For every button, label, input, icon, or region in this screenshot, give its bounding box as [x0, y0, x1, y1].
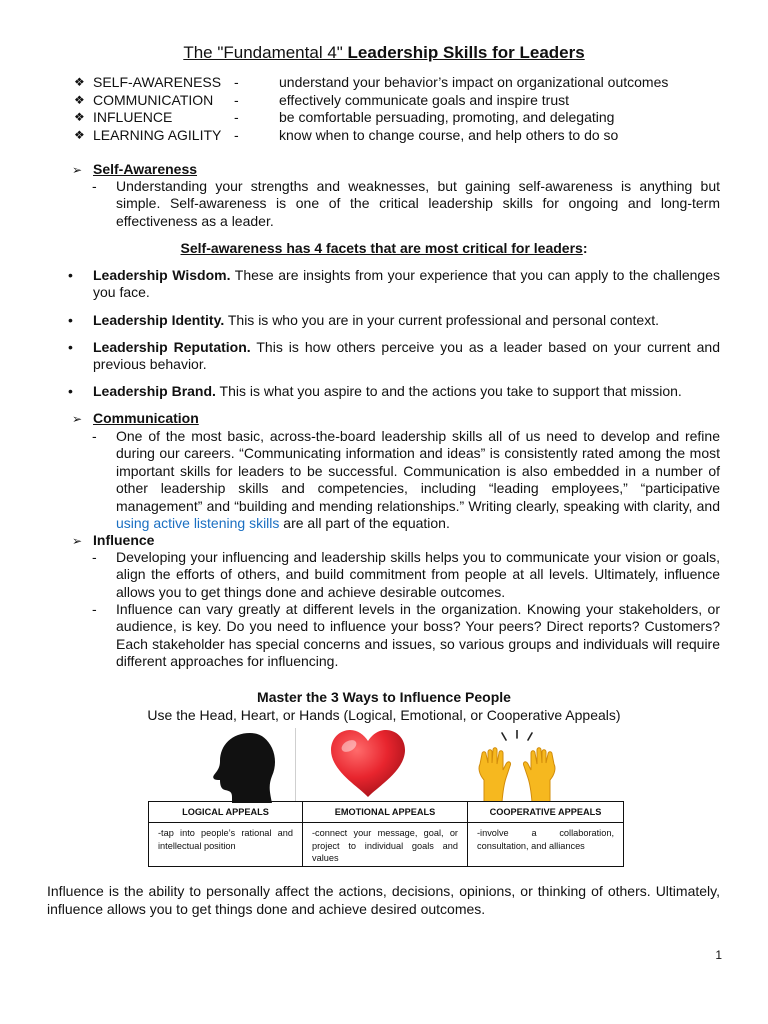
- head-silhouette-icon: [210, 731, 282, 803]
- diamond-bullet-icon: ❖: [74, 110, 85, 125]
- summary-row: ❖ COMMUNICATION - effectively communicate goals and inspire trust: [74, 91, 569, 108]
- heart-icon: [329, 729, 407, 799]
- arrow-bullet-icon: ➢: [72, 163, 83, 177]
- section-heading-influence: ➢ Influence: [72, 532, 155, 548]
- summary-row: ❖ INFLUENCE - be comfortable persuading, promoting, and delegating: [74, 109, 615, 126]
- section-heading-self-awareness: ➢ Self-Awareness: [72, 161, 198, 177]
- facet-item: • Leadership Wisdom. These are insights from your experience that you can apply to the challenges you face.: [68, 267, 720, 301]
- figure-subtitle: Use the Head, Heart, or Hands (Logical, Emotional, or Cooperative Appeals): [147, 707, 621, 723]
- arrow-bullet-icon: ➢: [72, 534, 83, 548]
- column-heading: LOGICAL APPEALS: [149, 802, 302, 823]
- column-heading: EMOTIONAL APPEALS: [303, 802, 467, 823]
- figure-title: Master the 3 Ways to Influence People: [257, 689, 511, 705]
- active-listening-link[interactable]: using active listening skills: [116, 515, 280, 532]
- facet-item: • Leadership Identity. This is who you are in your current professional and personal context.: [68, 312, 659, 328]
- facet-item: • Leadership Brand. This is what you aspire to and the actions you take to support that mission.: [68, 383, 682, 399]
- cooperative-appeals-column: [468, 802, 623, 866]
- diamond-bullet-icon: ❖: [74, 127, 85, 142]
- diamond-bullet-icon: ❖: [74, 75, 85, 89]
- facets-title: Self-awareness has 4 facets that are most critical for leaders:: [180, 240, 588, 256]
- column-heading: COOPERATIVE APPEALS: [468, 802, 623, 823]
- column-body: -tap into people’s rational and intellectual position: [158, 828, 293, 851]
- communication-paragraph: - One of the most basic, across-the-board leadership skills all of us need to develop and refine during our careers. “Communicating information and ideas” is consistently rated among the most important skills for leaders to be successful. Communication is also embedded in a number of other leadership skills and competencies, including “leading employees,” “participative management” and “building and mending relationships.” Writing clearly, speaking with clarity, and using active listening skills are all part of the equation.: [92, 428, 720, 532]
- closing-paragraph: Influence is the ability to personally affect the actions, decisions, opinions, or thinking of others. Ultimately, influence allows you to get things done and achieve desired outcomes.: [47, 883, 720, 917]
- influence-paragraph-2: - Influence can vary greatly at different levels in the organization. Knowing your stakeholders, or audience, is key. Do you need to influence your boss? Your peers? Direct reports? Customers? Each stakeholder has special concerns and issues, so various groups and individuals will require different approaches for influencing.: [92, 601, 720, 670]
- logical-appeals-column: [149, 802, 303, 866]
- influence-paragraph-1: - Developing your influencing and leadership skills helps you to communicate your vision or goals, align the efforts of others, and build commitment from people at all levels. Ultimately, influence allows you to get things done and achieve desirable outcomes.: [92, 549, 720, 600]
- self-awareness-paragraph: - Understanding your strengths and weaknesses, but gaining self-awareness is anything but simple. Self-awareness is one of the critical leadership skills for ongoing and long-term effectiveness as a leader.: [92, 178, 720, 229]
- page-title: The "Fundamental 4" Leadership Skills for Leaders: [183, 43, 585, 62]
- section-heading-communication: ➢ Communication: [72, 410, 199, 426]
- diamond-bullet-icon: ❖: [74, 92, 85, 107]
- arrow-bullet-icon: ➢: [72, 412, 83, 426]
- column-body: -involve a collaboration, consultation, and alliances: [477, 828, 614, 851]
- skills-summary-list: [74, 74, 734, 144]
- summary-row: ❖ SELF-AWARENESS - understand your behavior’s impact on organizational outcomes: [74, 74, 669, 90]
- page-number: 1: [715, 948, 722, 962]
- facet-item: • Leadership Reputation. This is how others perceive you as a leader based on your current and previous behavior.: [68, 339, 720, 373]
- raised-hands-icon: [476, 730, 558, 802]
- influence-appeals-table: [148, 801, 624, 867]
- figure-divider: [295, 728, 296, 801]
- emotional-appeals-column: [303, 802, 468, 866]
- column-body: -connect your message, goal, or project to individual goals and values: [312, 828, 458, 864]
- summary-row: ❖ LEARNING AGILITY - know when to change course, and help others to do so: [74, 126, 619, 143]
